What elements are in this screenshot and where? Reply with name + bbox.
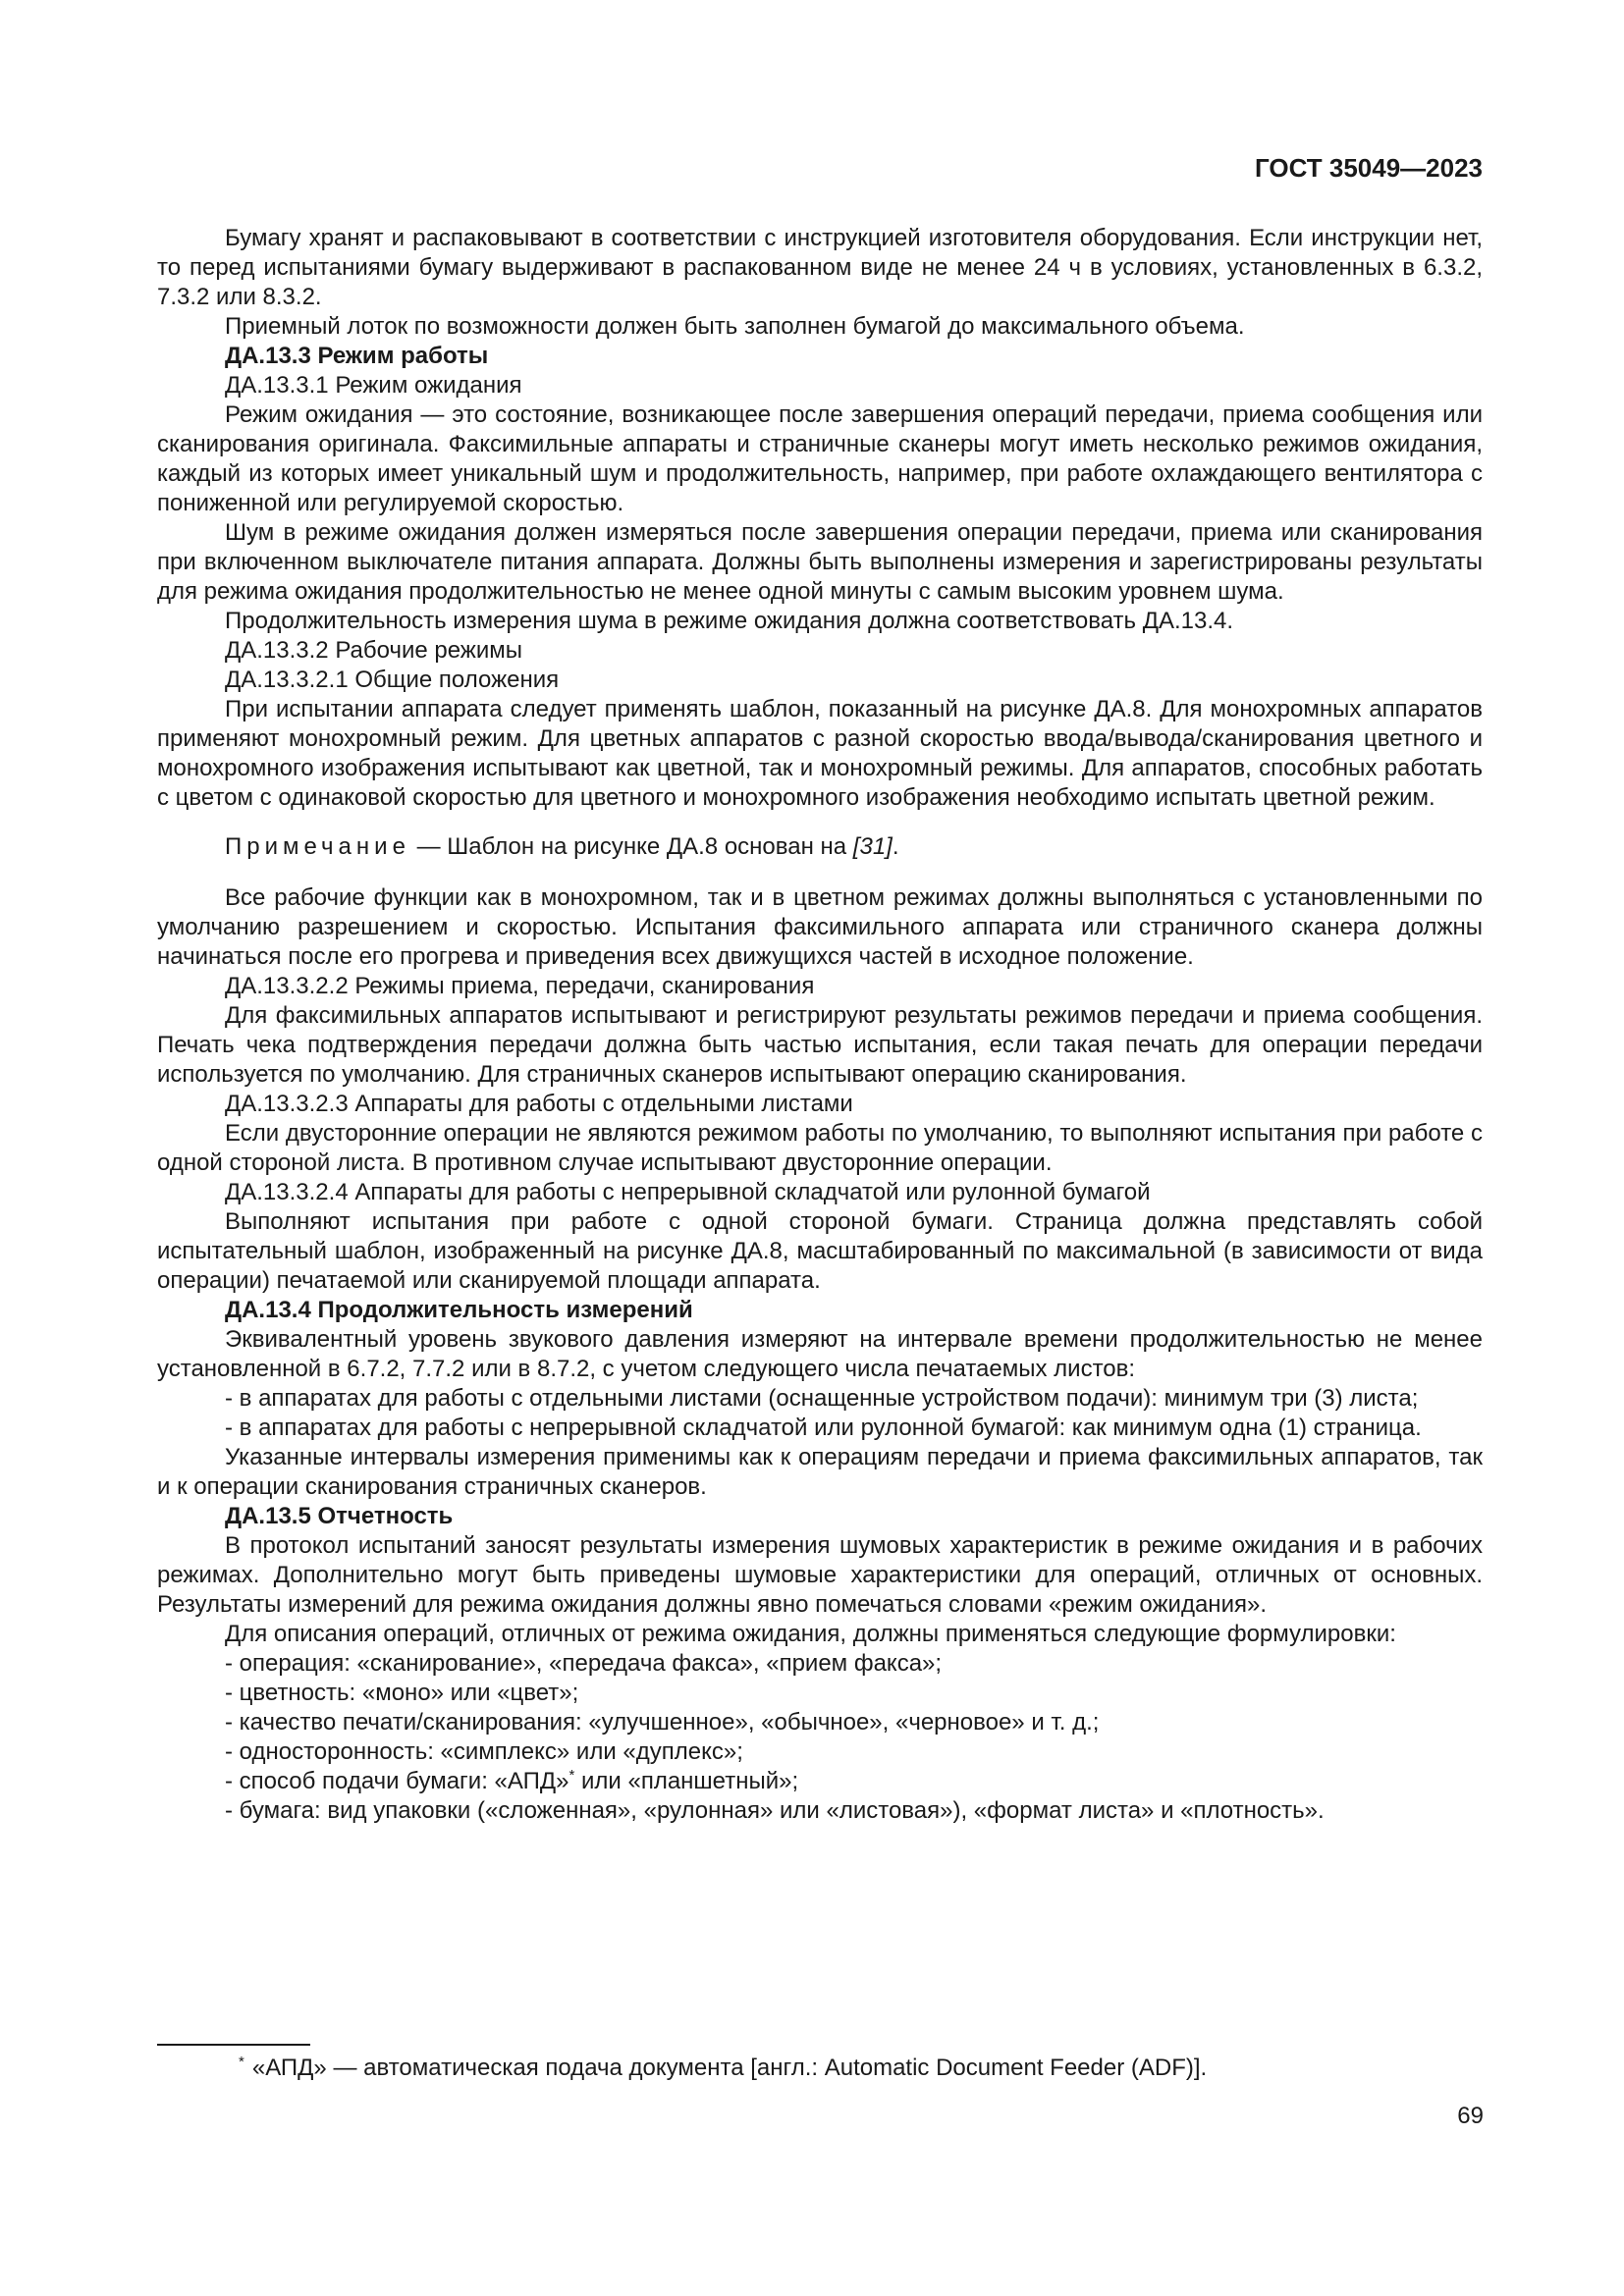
paragraph: Для факсимильных аппаратов испытывают и регистрируют результаты режимов передачи и приема сообщения. Печать чека подтверждения передачи должна быть частью испытания, если такая печать для операции передачи используется по умолчанию. Для страничных сканеров испытывают операцию сканирования. (157, 1002, 1483, 1088)
footnote-divider (157, 2044, 310, 2046)
footnote-reference-mark: * (568, 1767, 575, 1784)
paragraph: Если двусторонние операции не являются режимом работы по умолчанию, то выполняют испытания при работе с одной стороной листа. В противном случае испытывают двусторонние операции. (157, 1120, 1483, 1176)
list-item-adf (157, 1767, 1483, 1796)
section-heading-da-13-3: ДА.13.3 Режим работы (225, 343, 489, 369)
list-item-text: или «планшетный»; (574, 1768, 799, 1794)
subsection-title: ДА.13.3.2.3 Аппараты для работы с отдельными листами (225, 1091, 853, 1117)
list-item: - цветность: «моно» или «цвет»; (225, 1680, 579, 1706)
subsection-title: ДА.13.3.2 Рабочие режимы (225, 637, 523, 664)
list-item-text: - способ подачи бумаги: «АПД» (225, 1768, 569, 1794)
paragraph: Режим ожидания — это состояние, возникающее после завершения операций передачи, приема сообщения или сканирования оригинала. Факсимильные аппараты и страничные сканеры могут иметь несколько режимов ожидания, каждый из которых имеет уникальный шум и продолжительность, например, при работе охлаждающего вентилятора с пониженной или регулируемой скоростью. (157, 401, 1483, 516)
paragraph: Эквивалентный уровень звукового давления измеряют на интервале времени продолжительностью не менее установленной в 6.7.2, 7.7.2 или в 8.7.2, с учетом следующего числа печатаемых листов: (157, 1326, 1483, 1382)
section-heading-da-13-5: ДА.13.5 Отчетность (225, 1503, 454, 1529)
list-item: - качество печати/сканирования: «улучшенное», «обычное», «черновое» и т. д.; (225, 1709, 1100, 1735)
paragraph: В протокол испытаний заносят результаты измерения шумовых характеристик в режиме ожидания и в рабочих режимах. Дополнительно могут быть приведены шумовые характеристики для операций, отличных от основных. Результаты измерений для режима ожидания должны явно помечаться словами «режим ожидания». (157, 1532, 1483, 1618)
paragraph: Для описания операций, отличных от режима ожидания, должны применяться следующие формулировки: (225, 1621, 1396, 1647)
note-end: . (892, 833, 899, 860)
body-text (157, 224, 1483, 1826)
note-label: Примечание (225, 833, 410, 860)
note-text: — Шаблон на рисунке ДА.8 основан на (409, 833, 853, 860)
subsection-title: ДА.13.3.2.4 Аппараты для работы с непрерывной складчатой или рулонной бумагой (225, 1179, 1151, 1205)
note-reference: [31] (852, 833, 893, 860)
footnote-mark: * (239, 2054, 244, 2070)
subsection-title: ДА.13.3.2.1 Общие положения (225, 667, 560, 693)
subsection-title: ДА.13.3.1 Режим ожидания (225, 372, 522, 399)
paragraph: Выполняют испытания при работе с одной стороной бумаги. Страница должна представлять собой испытательный шаблон, изображенный на рисунке ДА.8, масштабированный по максимальной (в зависимости от вида операции) печатаемой или сканируемой площади аппарата. (157, 1208, 1483, 1294)
paragraph: Продолжительность измерения шума в режиме ожидания должна соответствовать ДА.13.4. (225, 608, 1233, 634)
section-heading-da-13-4: ДА.13.4 Продолжительность измерений (225, 1297, 693, 1323)
paragraph: Все рабочие функции как в монохромном, так и в цветном режимах должны выполняться с установленными по умолчанию разрешением и скоростью. Испытания факсимильного аппарата или страничного сканера должны начинаться после его прогрева и приведения всех движущихся частей в исходное положение. (157, 884, 1483, 970)
list-item: - операция: «сканирование», «передача факса», «прием факса»; (225, 1650, 943, 1677)
paragraph: Приемный лоток по возможности должен быть заполнен бумагой до максимального объема. (225, 313, 1245, 340)
document-code: ГОСТ 35049—2023 (1255, 153, 1483, 183)
paragraph: Бумагу хранят и распаковывают в соответствии с инструкцией изготовителя оборудования. Если инструкции нет, то перед испытаниями бумагу выдерживают в распакованном виде не менее 24 ч в условиях, установленных в 6.3.2, 7.3.2 или 8.3.2. (157, 225, 1483, 310)
paragraph: Указанные интервалы измерения применимы как к операциям передачи и приема факсимильных аппаратов, так и к операции сканирования страничных сканеров. (157, 1444, 1483, 1500)
footnote-text: «АПД» — автоматическая подача документа [англ.: Automatic Document Feeder (ADF)]. (251, 2055, 1208, 2081)
page-number: 69 (1457, 2103, 1484, 2129)
list-item: - односторонность: «симплекс» или «дуплекс»; (225, 1738, 743, 1765)
paragraph: При испытании аппарата следует применять шаблон, показанный на рисунке ДА.8. Для монохромных аппаратов применяют монохромный режим. Для цветных аппаратов с разной скоростью ввода/вывода/сканирования цветного и монохромного изображения испытывают как цветной, так и монохромный режимы. Для аппаратов, способных работать с цветом с одинаковой скоростью для цветного и монохромного изображения необходимо испытать цветной режим. (157, 696, 1483, 811)
list-item: - бумага: вид упаковки («сложенная», «рулонная» или «листовая»), «формат листа» и «плотность». (225, 1797, 1325, 1824)
footnote (239, 2054, 1207, 2083)
subsection-title: ДА.13.3.2.2 Режимы приема, передачи, сканирования (225, 973, 815, 999)
note (157, 832, 1483, 862)
list-item: - в аппаратах для работы с отдельными листами (оснащенные устройством подачи): минимум три (3) листа; (225, 1385, 1419, 1412)
list-item: - в аппаратах для работы с непрерывной складчатой или рулонной бумагой: как минимум одна (1) страница. (225, 1415, 1422, 1441)
paragraph: Шум в режиме ожидания должен измеряться после завершения операции передачи, приема или сканирования при включенном выключателе питания аппарата. Должны быть выполнены измерения и зарегистрированы результаты для режима ожидания продолжительностью не менее одной минуты с самым высоким уровнем шума. (157, 519, 1483, 605)
